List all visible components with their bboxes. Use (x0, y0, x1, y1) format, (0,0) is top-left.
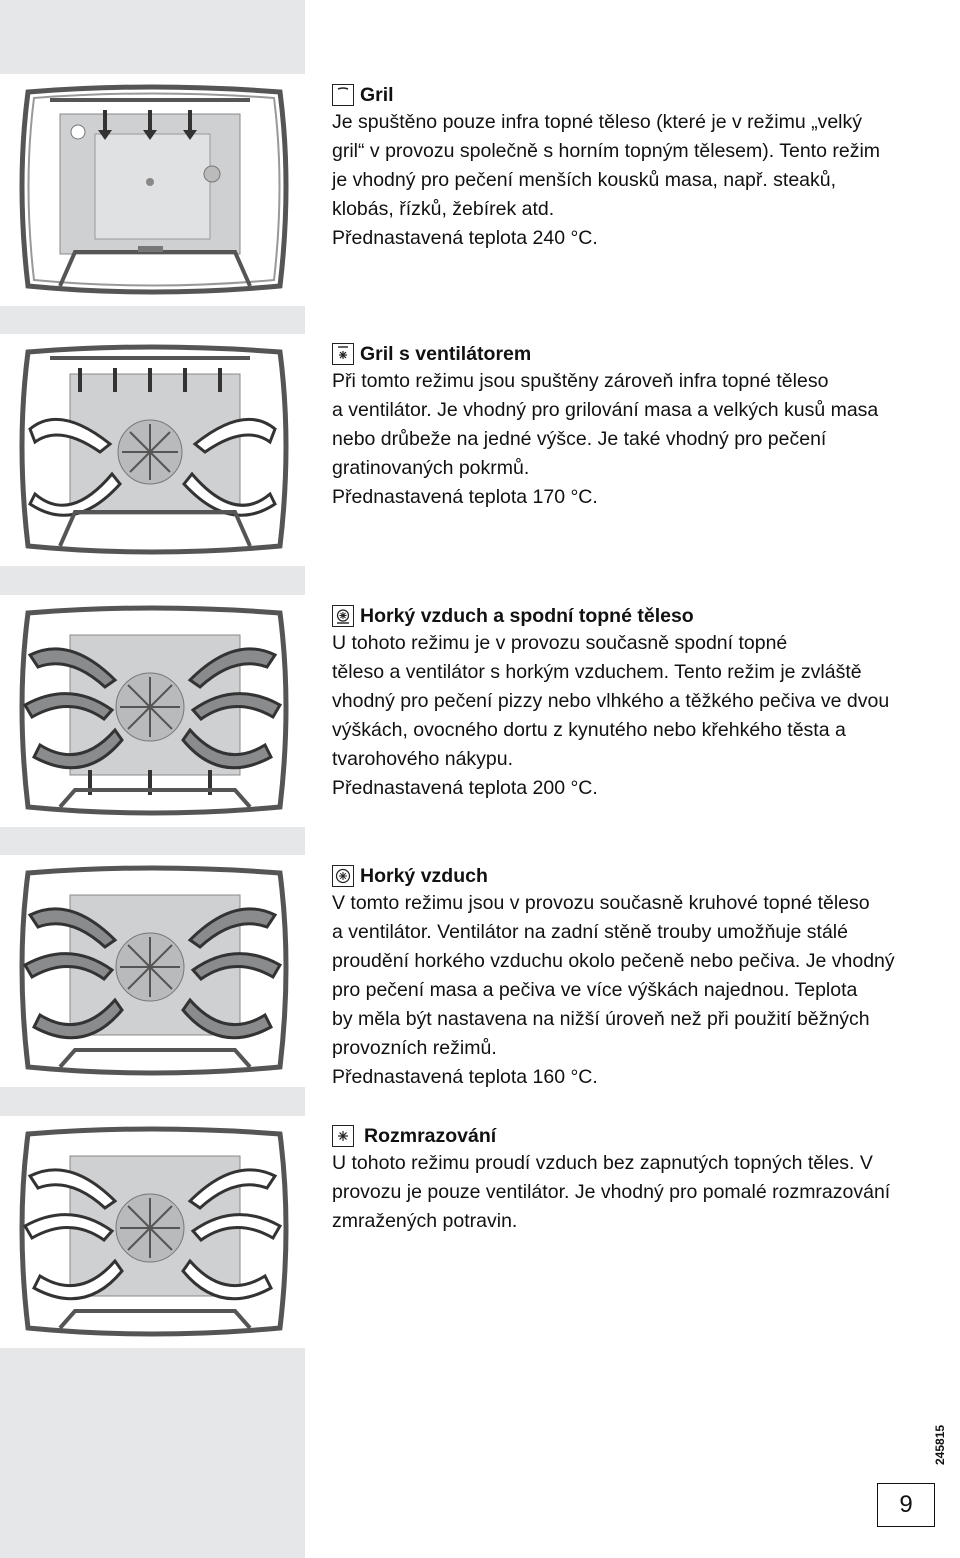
section-body (332, 889, 942, 1092)
preset-temperature: Přednastavená teplota 160 °C. (332, 1066, 598, 1088)
oven-hot-air-bottom-illustration (0, 595, 305, 827)
body-line: provozních režimů. (332, 1037, 497, 1059)
section-title: Rozmrazování (364, 1125, 497, 1147)
document-code: 245815 (933, 1424, 947, 1466)
body-line: U tohoto režimu je v provozu současně spodní topné (332, 632, 788, 654)
page-number: 9 (877, 1483, 935, 1527)
oven-defrost-illustration (0, 1116, 305, 1348)
oven-grill-illustration (0, 74, 305, 306)
hot-air-icon (332, 865, 354, 887)
defrost-icon (332, 1125, 354, 1147)
section-title-row (332, 863, 942, 889)
section-hot-air (332, 863, 942, 1092)
body-line: nebo drůbeže na jedné výšce. Je také vhodný pro pečení (332, 428, 827, 450)
body-line: výškách, ovocného dortu z kynutého nebo křehkého těsta a (332, 719, 846, 741)
body-line: proudění horkého vzduchu okolo pečeně nebo pečiva. Je vhodný (332, 950, 895, 972)
section-body (332, 1149, 942, 1236)
section-title: Horký vzduch a spodní topné těleso (360, 605, 694, 627)
body-line: gril“ v provozu společně s horním topným tělesem). Tento režim (332, 140, 881, 162)
body-line: je vhodný pro pečení menších kousků masa, např. steaků, (332, 169, 837, 191)
section-body (332, 108, 942, 253)
section-body (332, 629, 942, 803)
preset-temperature: Přednastavená teplota 170 °C. (332, 486, 598, 508)
section-body (332, 367, 942, 512)
body-line: Je spuštěno pouze infra topné těleso (které je v režimu „velký (332, 111, 863, 133)
body-line: těleso a ventilátor s horkým vzduchem. Tento režim je zvláště (332, 661, 862, 683)
hot-air-bottom-heat-icon (332, 605, 354, 627)
preset-temperature: Přednastavená teplota 240 °C. (332, 227, 598, 249)
body-line: gratinovaných pokrmů. (332, 457, 530, 479)
preset-temperature: Přednastavená teplota 200 °C. (332, 777, 598, 799)
body-line: Při tomto režimu jsou spuštěny zároveň infra topné těleso (332, 370, 829, 392)
section-hot-air-bottom (332, 603, 942, 803)
body-line: tvarohového nákypu. (332, 748, 514, 770)
body-line: klobás, řízků, žebírek atd. (332, 198, 555, 220)
section-title-row (332, 82, 942, 108)
body-line: a ventilátor. Ventilátor na zadní stěně trouby umožňuje stálé (332, 921, 848, 943)
body-line: pro pečení masa a pečiva ve více výškách najednou. Teplota (332, 979, 858, 1001)
section-title: Gril s ventilátorem (360, 343, 532, 365)
grill-fan-icon (332, 343, 354, 365)
body-line: vhodný pro pečení pizzy nebo vlhkého a těžkého pečiva ve dvou (332, 690, 890, 712)
section-title-row (332, 341, 942, 367)
body-line: zmražených potravin. (332, 1210, 518, 1232)
section-defrost (332, 1123, 942, 1236)
body-line: provozu je pouze ventilátor. Je vhodný pro pomalé rozmrazování (332, 1181, 891, 1203)
section-title-row (332, 603, 942, 629)
section-grill (332, 82, 942, 253)
section-title: Gril (360, 84, 394, 106)
grill-icon (332, 84, 354, 106)
body-line: a ventilátor. Je vhodný pro grilování masa a velkých kusů masa (332, 399, 879, 421)
section-title: Horký vzduch (360, 865, 488, 887)
section-title-row (332, 1123, 942, 1149)
section-grill-fan (332, 341, 942, 512)
oven-hot-air-illustration (0, 855, 305, 1087)
oven-grill-fan-illustration (0, 334, 305, 566)
body-line: by měla být nastavena na nižší úroveň než při použití běžných (332, 1008, 870, 1030)
body-line: U tohoto režimu proudí vzduch bez zapnutých topných těles. V (332, 1152, 873, 1174)
body-line: V tomto režimu jsou v provozu současně kruhové topné těleso (332, 892, 870, 914)
